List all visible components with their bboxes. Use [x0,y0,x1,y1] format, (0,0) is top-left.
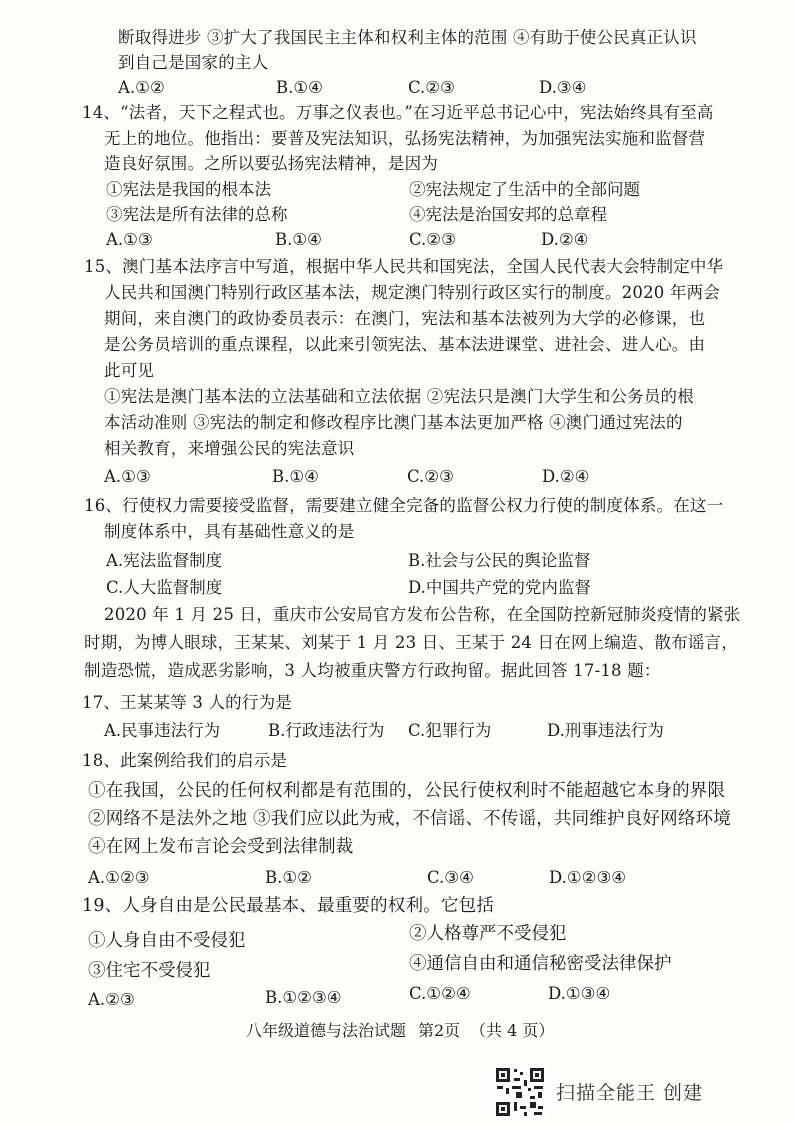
q15-stem-line-2: 人民共和国澳门特别行政区基本法，规定澳门特别行政区实行的制度。2020 年两会 [104,283,721,302]
q15-stem-line-5: 此可见 [104,361,155,380]
q15-option-c: C.②③ [407,467,454,486]
q15-option-a: A.①③ [104,467,151,486]
material-line-2: 时期，为博人眼球，王某某、刘某于 1 月 23 日、王某于 24 日在网上编造、散布谣言， [84,633,738,652]
q14-stem-line-1: 14、“法者，天下之程式也。万事之仪表也。”在习近平总书记心中，宪法始终具有至高 [82,103,714,122]
q16-option-b: B.社会与公民的舆论监督 [408,551,591,570]
q19-option-d: D.①③④ [548,984,611,1003]
q19-option-c: C.①②④ [409,984,471,1003]
footer-page-total: （共 4 页） [470,1021,555,1040]
q15-item-line-2: 本活动准则 ③宪法的制定和修改程序比澳门基本法更加严格 ④澳门通过宪法的 [104,413,683,432]
q16-option-a: A.宪法监督制度 [106,551,223,570]
material-line-3: 制造恐慌，造成恶劣影响，3 人均被重庆警方行政拘留。据此回答 17-18 题： [84,661,661,680]
footer-page-number: 第2页 [418,1021,461,1040]
q19-option-b: B.①②③④ [265,988,342,1007]
q19-item-4: ④通信自由和通信秘密受法律保护 [409,954,672,974]
q16-option-d: D.中国共产党的党内监督 [408,578,591,597]
q14-item-3: ③宪法是所有法律的总称 [106,205,288,224]
q19-stem: 19、人身自由是公民最基本、最重要的权利。它包括 [82,896,495,916]
q15-item-line-3: 相关教育，来增强公民的宪法意识 [104,439,355,458]
q16-stem-line-1: 16、行使权力需要接受监督，需要建立健全完备的监督公权力行使的制度体系。在这一 [84,496,724,515]
q15-stem-line-4: 是公务员培训的重点课程，以此来引领宪法、基本法进课堂、进社会、进人心。由 [104,335,706,354]
q15-option-b: B.①④ [272,467,319,486]
q18-item-line-2: ②网络不是法外之地 ③我们应以此为戒，不信谣、不传谣，共同维护良好网络环境 [88,809,731,829]
q14-option-a: A.①③ [106,230,153,249]
q13-option-c: C.②③ [408,78,455,97]
qr-code-icon [494,1066,546,1118]
q17-stem: 17、王某某等 3 人的行为是 [82,693,292,712]
q17-option-b: B.行政违法行为 [268,721,385,740]
q18-stem: 18、此案例给我们的启示是 [82,751,288,770]
q16-stem-line-2: 制度体系中，具有基础性意义的是 [104,522,355,541]
q13-continuation-line-2: 到自己是国家的主人 [118,53,269,72]
q13-option-b: B.①④ [276,78,323,97]
q14-option-b: B.①④ [275,230,322,249]
q15-stem-line-3: 期间，来自澳门的政协委员表示：在澳门，宪法和基本法被列为大学的必修课，也 [104,309,706,328]
q17-option-c: C.犯罪行为 [408,721,492,740]
q18-option-b: B.①② [265,868,312,887]
q16-option-c: C.人大监督制度 [106,578,223,597]
q15-item-line-1: ①宪法是澳门基本法的立法基础和立法依据 ②宪法只是澳门大学生和公务员的根 [104,387,694,406]
q19-item-2: ②人格尊严不受侵犯 [409,924,567,944]
q13-option-d: D.③④ [539,78,587,97]
q18-item-line-3: ④在网上发布言论会受到法律制裁 [88,837,354,857]
q15-option-d: D.②④ [542,467,590,486]
q13-continuation-line-1: 断取得进步 ③扩大了我国民主主体和权利主体的范围 ④有助于使公民真正认识 [118,28,697,47]
q19-item-3: ③住宅不受侵犯 [88,961,211,981]
q18-item-line-1: ①在我国，公民的任何权利都是有范围的，公民行使权利时不能超越它本身的界限 [88,781,726,801]
q17-option-d: D.刑事违法行为 [547,721,664,740]
q14-option-d: D.②④ [541,230,589,249]
q14-stem-line-3: 造良好氛围。之所以要弘扬宪法精神，是因为 [104,154,438,173]
q18-option-d: D.①②③④ [549,868,627,887]
q14-item-1: ①宪法是我国的根本法 [106,180,271,199]
q14-item-4: ④宪法是治国安邦的总章程 [409,205,607,224]
q19-item-1: ①人身自由不受侵犯 [88,931,246,951]
q19-option-a: A.②③ [88,990,135,1009]
q14-item-2: ②宪法规定了生活中的全部问题 [409,180,640,199]
material-line-1: 2020 年 1 月 25 日，重庆市公安局官方发布公告称，在全国防控新冠肺炎疫情的紧张 [104,605,741,624]
q18-option-c: C.③④ [427,868,474,887]
q14-stem-line-2: 无上的地位。他指出：要普及宪法知识，弘扬宪法精神，为加强宪法实施和监督营 [104,129,706,148]
q13-option-a: A.①② [118,78,165,97]
footer-title: 八年级道德与法治试题 [246,1021,407,1040]
q18-option-a: A.①②③ [88,868,150,887]
q14-option-c: C.②③ [409,230,456,249]
q15-stem-line-1: 15、澳门基本法序言中写道，根据中华人民共和国宪法，全国人民代表大会特制定中华 [84,257,724,276]
q17-option-a: A.民事违法行为 [104,721,221,740]
scanner-watermark-text: 扫描全能王 创建 [556,1082,704,1104]
